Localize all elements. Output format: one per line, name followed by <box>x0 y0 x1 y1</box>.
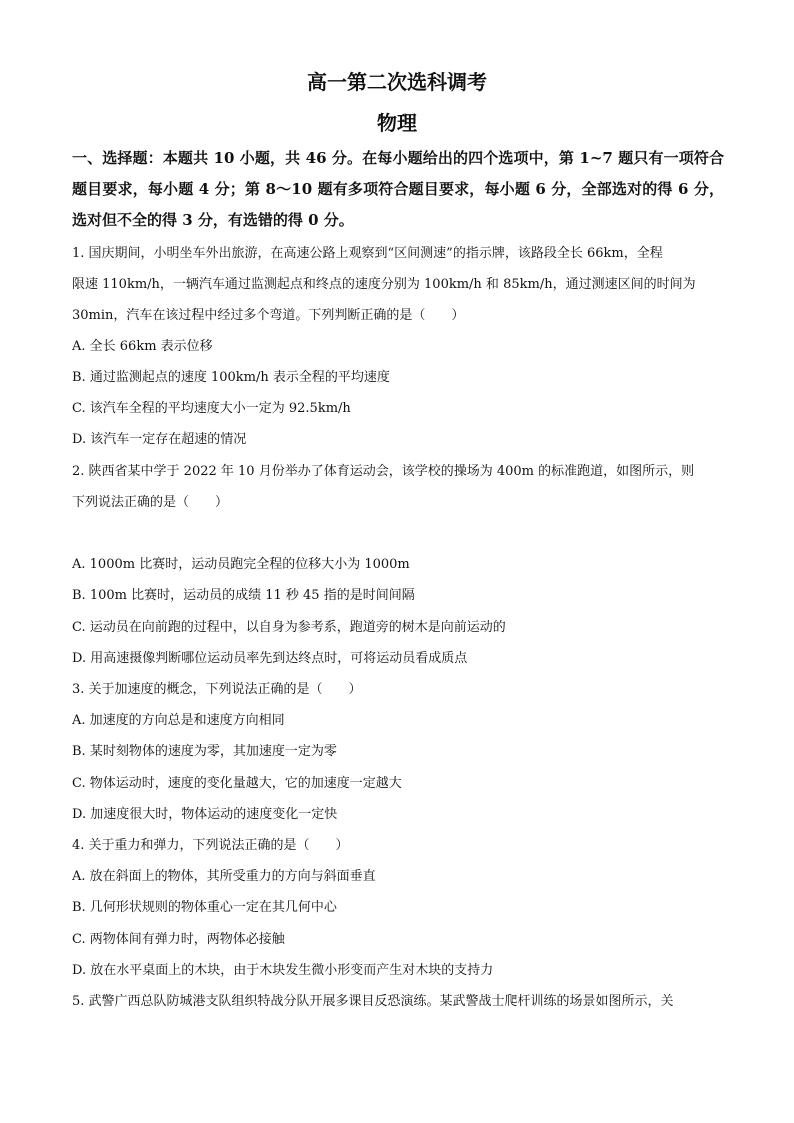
question-2-option-c: C. 运动员在向前跑的过程中，以自身为参考系，跑道旁的树木是向前运动的 <box>72 620 506 635</box>
question-1-option-d: D. 该汽车一定存在超速的情况 <box>72 432 247 447</box>
question-1-option-b: B. 通过监测起点的速度 100km/h 表示全程的平均速度 <box>72 370 390 385</box>
question-3-stem-line-1: 3. 关于加速度的概念，下列说法正确的是（ ） <box>72 682 362 697</box>
question-2-option-b: B. 100m 比赛时，运动员的成绩 11 秒 45 指的是时间间隔 <box>72 588 415 603</box>
exam-subject: 物理 <box>377 111 417 135</box>
question-1-option-a: A. 全长 66km 表示位移 <box>72 339 213 354</box>
question-1-stem-line-1: 1. 国庆期间，小明坐车外出旅游，在高速公路上观察到“区间测速”的指示牌，该路段全长 66km，全程 <box>72 246 663 261</box>
question-3-option-b: B. 某时刻物体的速度为零，其加速度一定为零 <box>72 744 337 759</box>
question-4-option-a: A. 放在斜面上的物体，其所受重力的方向与斜面垂直 <box>72 869 376 884</box>
question-3-option-d: D. 加速度很大时，物体运动的速度变化一定快 <box>72 807 338 822</box>
question-4-option-d: D. 放在水平桌面上的木块，由于木块发生微小形变而产生对木块的支持力 <box>72 963 494 978</box>
question-1-stem-line-2: 限速 110km/h，一辆汽车通过监测起点和终点的速度分别为 100km/h 和 85km/h，通过测速区间的时间为 <box>72 277 696 292</box>
exam-title: 高一第二次选科调考 <box>307 70 487 94</box>
question-4-option-b: B. 几何形状规则的物体重心一定在其几何中心 <box>72 900 337 915</box>
question-1-option-c: C. 该汽车全程的平均速度大小一定为 92.5km/h <box>72 401 351 416</box>
question-4-option-c: C. 两物体间有弹力时，两物体必接触 <box>72 932 285 947</box>
question-2-stem-line-1: 2. 陕西省某中学于 2022 年 10 月份举办了体育运动会，该学校的操场为 400m 的标准跑道，如图所示，则 <box>72 464 695 479</box>
question-4-stem-line-1: 4. 关于重力和弹力，下列说法正确的是（ ） <box>72 838 349 853</box>
question-1-stem-line-3: 30min，汽车在该过程中经过多个弯道。下列判断正确的是（ ） <box>72 308 465 323</box>
question-3-option-a: A. 加速度的方向总是和速度方向相同 <box>72 713 285 728</box>
question-2-stem-line-2: 下列说法正确的是（ ） <box>72 495 229 510</box>
section-instructions: 一、选择题：本题共 10 小题，共 46 分。在每小题给出的四个选项中，第 1~7 题只有一项符合题目要求，每小题 4 分；第 8～10 题有多项符合题目要求，每小题 6 分，全部选对的得 6 分，选对但不全的得 3 分，有选错的得 0 分。 <box>72 149 724 229</box>
question-2-option-a: A. 1000m 比赛时，运动员跑完全程的位移大小为 1000m <box>72 557 410 572</box>
question-3-option-c: C. 物体运动时，速度的变化量越大，它的加速度一定越大 <box>72 776 402 791</box>
question-5-stem-line-1: 5. 武警广西总队防城港支队组织特战分队开展多课目反恐演练。某武警战士爬杆训练的场景如图所示，关 <box>72 994 674 1009</box>
question-2-option-d: D. 用高速摄像判断哪位运动员率先到达终点时，可将运动员看成质点 <box>72 651 468 666</box>
